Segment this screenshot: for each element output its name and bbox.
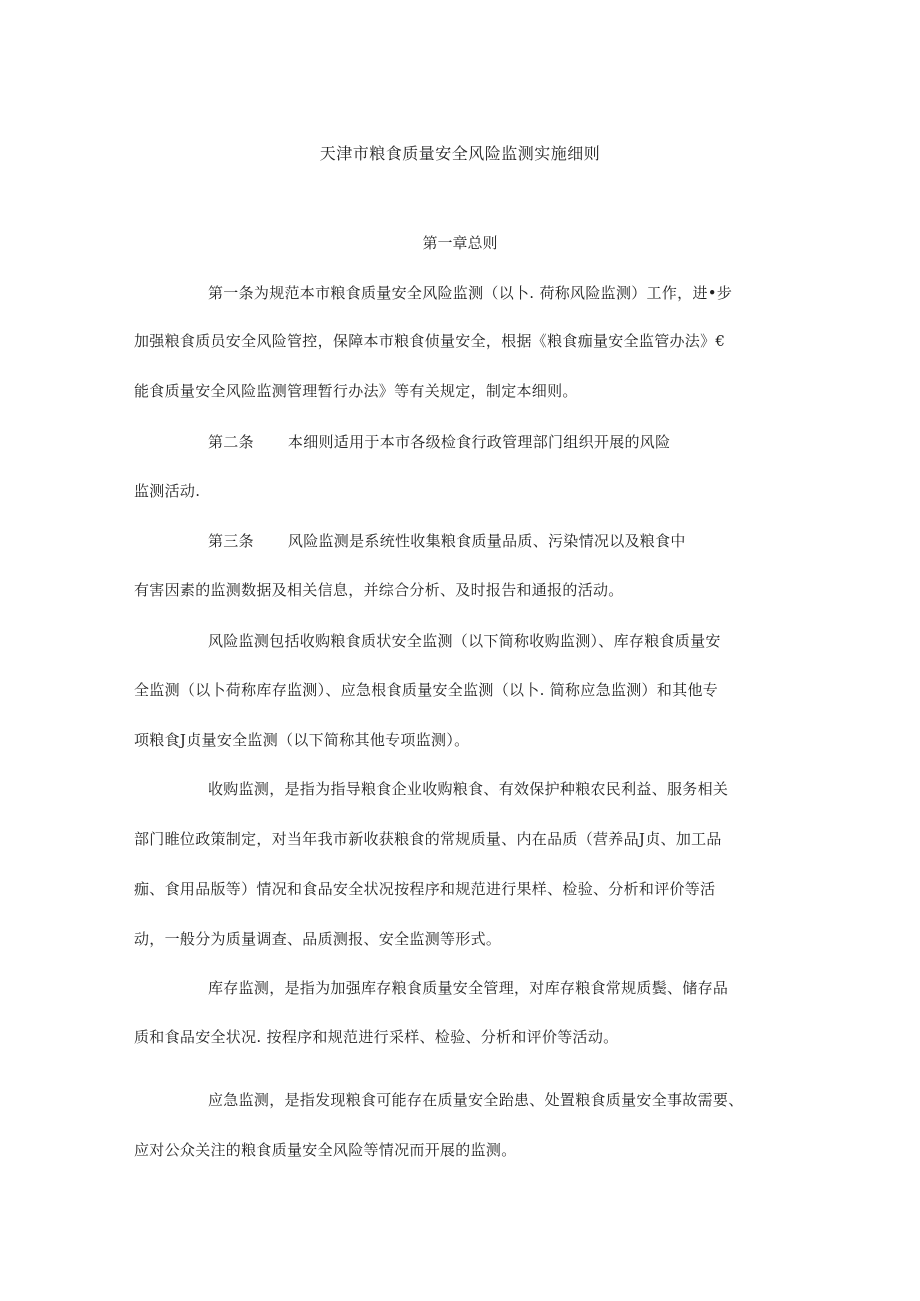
- article-text: 风险监测是系统性收集粮食质量品质、污染情况以及粮食中: [287, 532, 686, 550]
- chapter-heading: 第一章总则: [422, 234, 498, 252]
- text-line: [208, 432, 670, 452]
- text-line: 动，一般分为质量调查、品质测报、安全监测等形式。: [134, 930, 502, 948]
- text-line: 监测活动.: [134, 482, 201, 500]
- text-line: 有害因素的监测数据及相关信息，并综合分析、及时报告和通报的活动。: [134, 581, 624, 599]
- text-line: [208, 531, 686, 551]
- text-line: 库存监测，是指为加强库存粮食质量安全管理，对库存粮食常规质鬓、储存品: [208, 979, 729, 997]
- text-line: 应对公众关注的粮食质量安全风险等情况而开展的监测。: [134, 1141, 517, 1159]
- text-line: 收购监测，是指为指导粮食企业收购粮食、有效保护种粮农民利益、服务相关: [208, 780, 729, 798]
- text-line: 部门睢位政策制定，对当年我市新收获粮食的常规质量、内在品质（营养品J贞、加工品: [134, 830, 722, 848]
- text-line: 项粮食J贞量安全监测（以下简称其他专项监测）。: [134, 731, 470, 749]
- text-line: 应急监测，是指发现粮食可能存在质量安全跆患、处置粮食质量安全事故需要、: [208, 1091, 744, 1109]
- text-line: 风险监测包括收购粮食质状安全监测（以下简称收购监测）、库存粮食质量安: [208, 632, 721, 650]
- text-line: 加强粮食质员安全风险管控，保障本市粮食侦量安全，根据《粮食痂量安全监管办法》€: [134, 332, 726, 350]
- document-title: 天津市粮食质量安全风险监测实施细则: [319, 144, 601, 163]
- text-line: 全监测（以卜荷称库存监测）、应急根食质量安全监测（以卜. 简称应急监测）和其他专: [134, 681, 719, 699]
- text-line: 质和食品安全状况. 按程序和规范进行采样、检验、分析和评价等活动。: [134, 1028, 619, 1046]
- text-line: 能食质量安全风险监测管理暂行办法》等有关规定，制定本细则。: [134, 382, 578, 400]
- article-text: 本细则适用于本市各级检食行政管理部门组织开展的风险: [287, 433, 671, 451]
- article-number: 第三条: [208, 532, 254, 550]
- text-line: 痂、食用品版等）情况和食品安全状况按程序和规范进行果样、检验、分析和评价等活: [134, 880, 716, 898]
- article-number: 第二条: [208, 433, 254, 451]
- text-line: 第一条为规范本市粮食质量安全风险监测（以卜. 荷称风险监测）工作，进•步: [208, 284, 733, 302]
